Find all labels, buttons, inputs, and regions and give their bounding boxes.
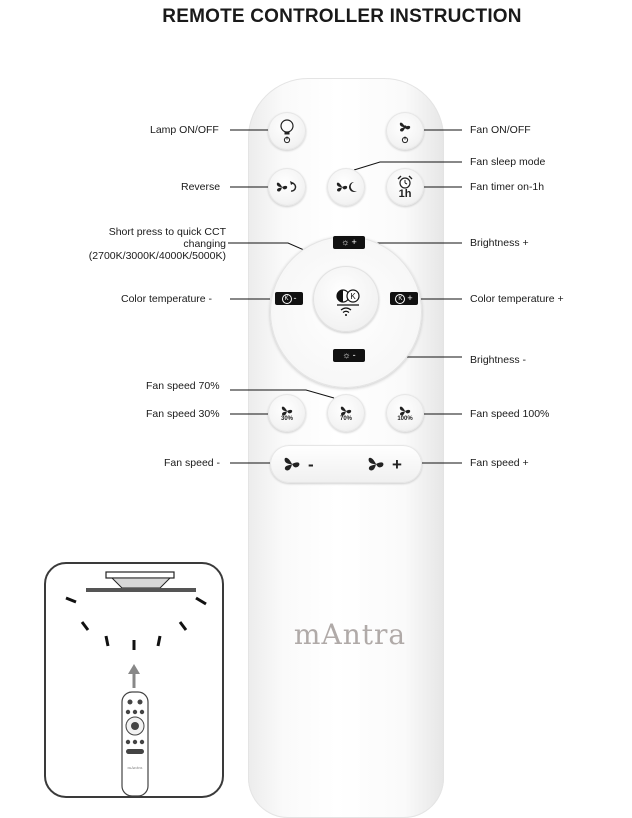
svg-text:mAntra: mAntra [127,765,143,770]
fan-speed-70-button[interactable] [327,394,365,432]
color-temp-minus-button[interactable] [275,292,303,305]
fan-speed-minus-button[interactable] [282,452,338,476]
label-fan-speed-plus: Fan speed + [470,457,529,469]
page-title: REMOTE CONTROLLER INSTRUCTION [162,6,522,27]
label-cct-note [64,226,226,262]
label-brightness-minus: Brightness - [470,354,527,366]
speed-30-text: 30% [280,416,293,422]
sun-icon: ☼ [341,237,350,247]
color-temp-plus-sign: + [407,293,413,303]
speed-100-text: 100% [397,416,413,422]
label-brightness-plus: Brightness + [470,237,529,249]
fan-on-off-button[interactable] [386,112,424,150]
usage-illustration [44,562,224,798]
kelvin-icon: K [282,294,292,304]
fan-speed-100-button[interactable] [386,394,424,432]
svg-text:K: K [350,292,356,301]
cct-note-line-1: Short press to quick CCT [108,226,226,238]
fan-moon-icon [333,179,359,195]
fan-speed-minus-sign: - [308,454,314,474]
cct-note-line-2: changing [183,238,226,250]
bulb-power-icon [276,118,298,144]
label-fan-speed-minus: Fan speed - [164,457,221,469]
cct-wifi-icon [313,266,379,332]
fan-speed-plus-button[interactable] [366,452,422,476]
label-color-temp-plus: Color temperature + [470,293,564,305]
label-fan-sleep-mode: Fan sleep mode [470,156,546,168]
fan-timer-button[interactable] [386,168,424,206]
brand-logo: mAntra [293,618,407,651]
speed-70-text: 70% [339,416,352,422]
fan-power-icon [394,118,416,144]
brightness-plus-button[interactable] [333,236,365,249]
alarm-clock-icon [396,175,414,189]
fan-reverse-icon [274,179,300,195]
fan-speed-plus-sign: + [392,454,402,474]
label-fan-on-off: Fan ON/OFF [470,124,531,136]
color-temp-minus-sign: - [293,293,297,303]
brightness-plus-sign: + [351,237,357,247]
lamp-on-off-button[interactable] [268,112,306,150]
cct-quick-change-button[interactable] [313,266,379,332]
label-lamp-on-off: Lamp ON/OFF [150,124,219,136]
label-color-temp-minus: Color temperature - [121,293,213,305]
label-fan-timer: Fan timer on-1h [470,181,545,193]
reverse-button[interactable] [268,168,306,206]
timer-1h-text: 1h [398,187,412,200]
fan-speed-30-button[interactable] [268,394,306,432]
fan-icon [282,454,302,474]
ceiling-fan-signal-illustration [46,564,222,796]
color-temp-plus-button[interactable] [390,292,418,305]
fan-sleep-mode-button[interactable] [327,168,365,206]
fan-icon [366,454,386,474]
label-reverse: Reverse [181,181,221,193]
label-fan-speed-100: Fan speed 100% [470,408,550,420]
sun-icon: ☼ [342,350,351,360]
kelvin-icon: K [395,294,405,304]
label-fan-speed-70: Fan speed 70% [146,380,220,392]
cct-note-line-3: (2700K/3000K/4000K/5000K) [88,250,226,262]
brightness-minus-sign: - [352,350,356,360]
brightness-minus-button[interactable] [333,349,365,362]
label-fan-speed-30: Fan speed 30% [146,408,220,420]
